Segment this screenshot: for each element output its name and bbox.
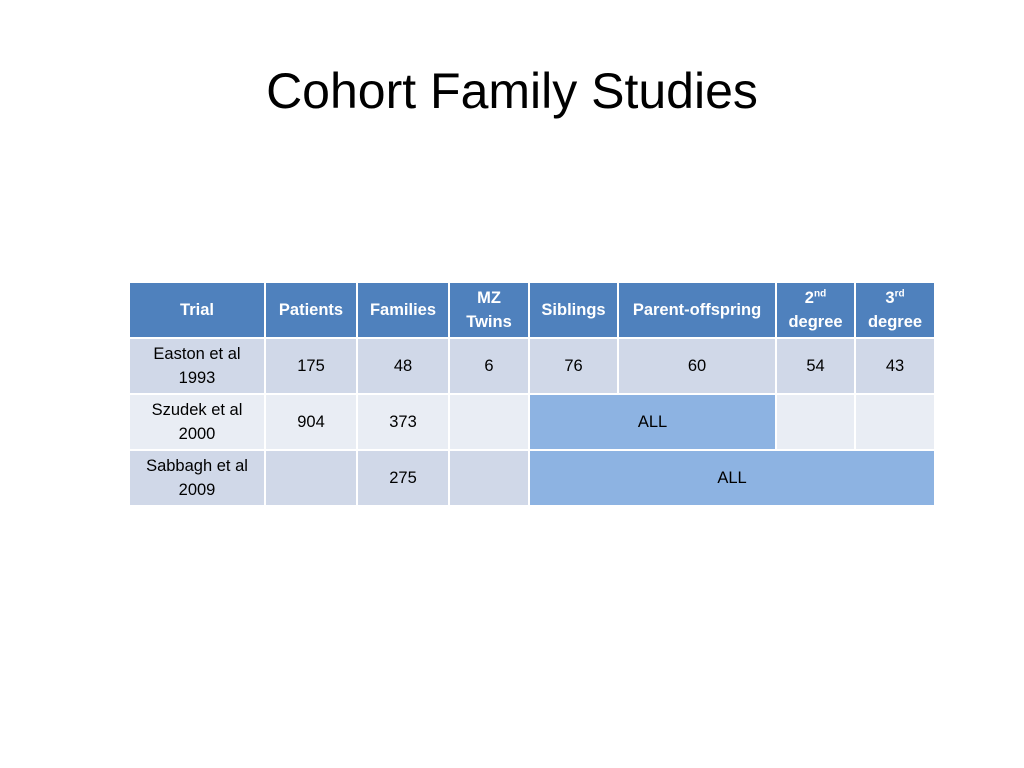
- header-third-num: 3: [885, 289, 895, 307]
- cell-patients: 175: [265, 338, 357, 394]
- header-mz-line2: Twins: [466, 313, 512, 331]
- header-second-word: degree: [788, 313, 843, 331]
- cell-trial: [129, 394, 265, 450]
- table-header-row: [129, 282, 935, 338]
- header-siblings: Siblings: [529, 282, 618, 338]
- header-third-word: degree: [867, 313, 923, 331]
- table-row-sabbagh: [129, 450, 935, 506]
- header-mz-line1: MZ: [477, 289, 501, 307]
- cell-second-degree: 54: [776, 338, 855, 394]
- cell-families: 48: [357, 338, 449, 394]
- cell-patients: 904: [265, 394, 357, 450]
- header-third-sup: rd: [894, 288, 905, 300]
- cell-second-degree: [776, 394, 855, 450]
- slide-title: Cohort Family Studies: [266, 63, 758, 119]
- header-second-degree: [776, 282, 855, 338]
- cell-families: 373: [357, 394, 449, 450]
- header-second-sup: nd: [813, 288, 827, 300]
- trial-line2: 2009: [178, 481, 216, 499]
- cell-mz-twins: [449, 450, 529, 506]
- trial-line1: Easton et al: [153, 345, 241, 363]
- trial-line2: 1993: [178, 369, 216, 387]
- cell-families: 275: [357, 450, 449, 506]
- cohort-studies-table: [128, 281, 936, 507]
- cell-trial: [129, 338, 265, 394]
- cell-third-degree: 43: [855, 338, 935, 394]
- trial-line2: 2000: [178, 425, 216, 443]
- header-mz-twins: [449, 282, 529, 338]
- trial-line1: Sabbagh et al: [146, 457, 248, 475]
- cell-siblings: 76: [529, 338, 618, 394]
- header-families: Families: [357, 282, 449, 338]
- table-row-easton: [129, 338, 935, 394]
- cell-mz-twins: [449, 394, 529, 450]
- table-row-szudek: [129, 394, 935, 450]
- header-second-num: 2: [804, 289, 814, 307]
- cell-third-degree: [855, 394, 935, 450]
- cell-siblings-parent-offspring-all: ALL: [529, 394, 776, 450]
- cell-mz-twins: 6: [449, 338, 529, 394]
- header-third-degree: [855, 282, 935, 338]
- header-patients: Patients: [265, 282, 357, 338]
- cell-trial: [129, 450, 265, 506]
- header-trial: Trial: [129, 282, 265, 338]
- cell-relatives-all: ALL: [529, 450, 935, 506]
- cell-parent-offspring: 60: [618, 338, 776, 394]
- trial-line1: Szudek et al: [151, 401, 243, 419]
- cell-patients: [265, 450, 357, 506]
- header-parent-offspring: Parent-offspring: [618, 282, 776, 338]
